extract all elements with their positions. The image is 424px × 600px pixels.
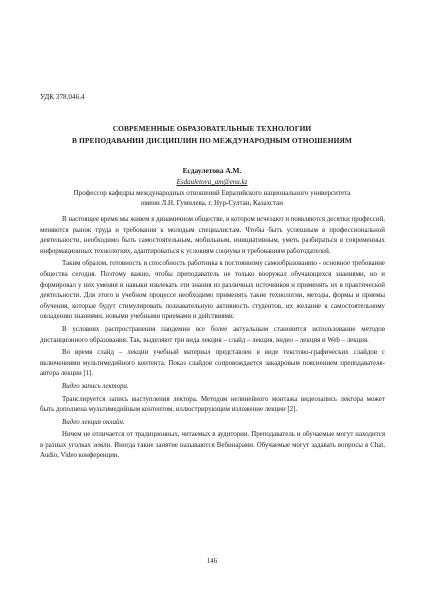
- section-heading-video-online: Видео лекция онлайн.: [62, 418, 125, 426]
- paragraph: Транслируется запись выступления лектора. Методом нелинейного монтажа видеозапись лектора может быть дополнена мультимедийным контентом, иллюстрирующим изложение лекции [2].: [40, 395, 385, 414]
- affiliation-line-1: Профессор кафедры международных отношений Евразийского национального университета: [73, 189, 351, 197]
- article-body: [40, 215, 385, 464]
- author-email: Esdauletova_am@enu.kz: [176, 178, 248, 186]
- paragraph: Таким образом, готовность и способность работника к постоянному самообразованию - основное требование общества сегодня. Поэтому важно, чтобы преподаватель не только вооружал обучающихся знаниями, но и формировал у них умения и навыки извлекать эти знания из различных источников и применять их в практической деятельности. Для этого в учебном процессе необходимо применять такие технологии, методы, формы и приемы обучения, которые будут стимулировать познавательную активность студентов, их желание к самостоятельному овладению знаниями, новыми учебными приемами и действиями.: [40, 260, 385, 321]
- udk-code: УДК 378.046.4: [40, 93, 85, 101]
- article-title-line-2: В ПРЕПОДАВАНИИ ДИСЦИПЛИН ПО МЕЖДУНАРОДНЫМ ОТНОШЕНИЯМ: [72, 136, 352, 145]
- article-title-line-1: СОВРЕМЕННЫЕ ОБРАЗОВАТЕЛЬНЫЕ ТЕХНОЛОГИИ: [112, 124, 312, 133]
- author-name: Есдаулетова А.М.: [182, 166, 242, 175]
- paragraph: В условиях распространения пандемии все более актуальным становится использование методов дистанционного образования. Так, выделяют три вида лекция – слайд – лекция, видео – лекция и Web – лекция.: [40, 325, 385, 344]
- paragraph: Во время слайд – лекции учебный материал представлен в виде текстово-графических слайдов с включениями мультимедийного контента. Показ слайдов сопровождается закадровым пояснением преподавателя-автора лекции [1].: [40, 349, 385, 378]
- section-heading-video-record: Видео запись лектора.: [62, 382, 129, 390]
- paragraph: Ничем не отличается от традиционных, читаемых в аудитории. Преподаватель и обучаемые могут находится в разных уголках земли. Иногда такие занятие называются Вебинарами. Обучаемые могут задавать вопросы в Chat, Audio, Video конференции.: [40, 431, 385, 460]
- paragraph: В настоящее время мы живем в динамичном обществе, в котором исчезают и появляются десятки профессий, меняются рынок труда и требования к молодым специалистам. Чтобы быть успешным в профессиональной деятельности, необходимо быть самостоятельным, мобильным, инициативным, уметь разбираться в современных информационных технологиях, адаптироваться к условиям социума и требованиям работодателей.: [40, 216, 385, 255]
- affiliation-line-2: имени Л.Н. Гумилева, г. Нур-Султан, Казахстан: [141, 199, 283, 207]
- page-number: 146: [206, 557, 218, 565]
